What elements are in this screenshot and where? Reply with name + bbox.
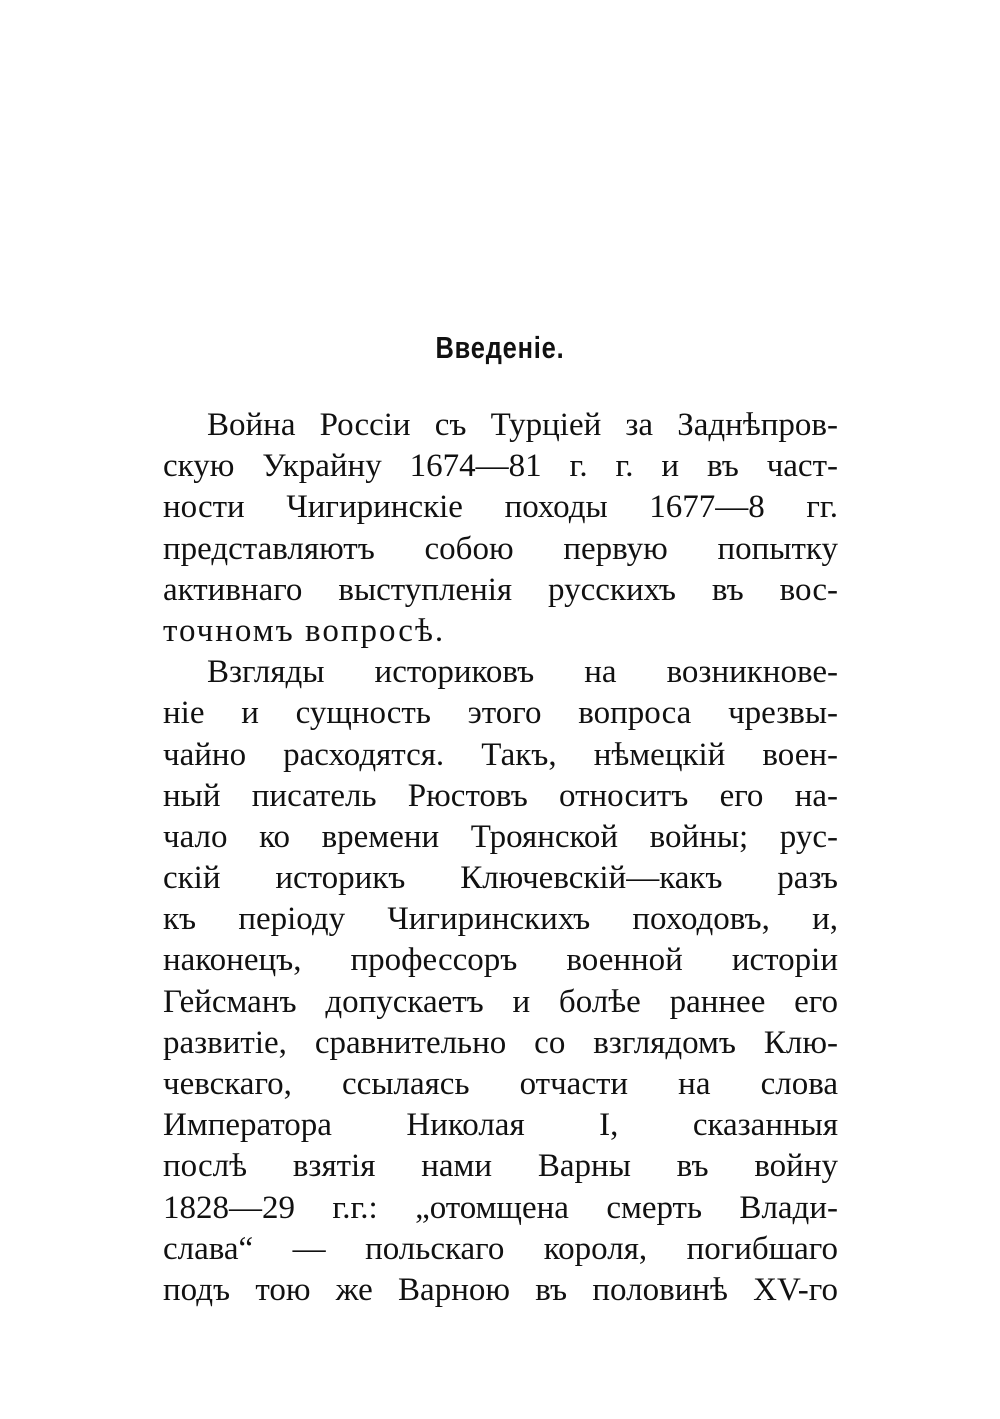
text-line: 1828—29 г.г.: „отомщена смерть Влади-	[163, 1189, 838, 1226]
text-line: наконецъ, профессоръ военной исторіи	[163, 942, 838, 979]
text-line: подъ тою же Варною въ половинѣ XV-го	[163, 1271, 838, 1308]
text-line: Взгляды историковъ на возникнове-	[207, 654, 838, 691]
text-line: чайно расходятся. Такъ, нѣмецкій воен-	[163, 736, 838, 773]
text-line: развитіе, сравнительно со взглядомъ Клю-	[163, 1024, 838, 1061]
text-line: чевскаго, ссылаясь отчасти на слова	[163, 1066, 838, 1102]
text-line: послѣ взятія нами Варны въ войну	[163, 1148, 838, 1185]
text-line: слава“ — польскаго короля, погибшаго	[163, 1230, 838, 1267]
text-line: Война Россіи съ Турціей за Заднѣпров-	[207, 407, 838, 443]
text-line: скую Украйну 1674—81 г. г. и въ част-	[163, 448, 838, 485]
chapter-title: Введеніе.	[435, 330, 565, 365]
text-line: активнаго выступленія русскихъ въ вос-	[163, 571, 838, 608]
text-line: къ періоду Чигиринскихъ походовъ, и,	[163, 901, 838, 938]
text-line: ности Чигиринскіе походы 1677—8 гг.	[163, 489, 838, 526]
paragraph-2	[163, 652, 838, 1311]
text-line: Императора Николая I, сказанныя	[163, 1107, 838, 1144]
text-line: точномъ вопросѣ.	[163, 612, 446, 649]
paragraph-1	[163, 405, 838, 652]
text-line: представляютъ собою первую попытку	[163, 530, 838, 567]
text-line: ный писатель Рюстовъ относитъ его на-	[163, 777, 838, 814]
text-line: скій историкъ Ключевскій—какъ разъ	[163, 860, 838, 897]
text-line: чало ко времени Троянской войны; рус-	[163, 818, 838, 855]
body-text	[163, 405, 838, 1311]
text-line: ніе и сущность этого вопроса чрезвы-	[163, 695, 838, 732]
text-line: Гейсманъ допускаетъ и болѣе раннее его	[163, 983, 838, 1020]
